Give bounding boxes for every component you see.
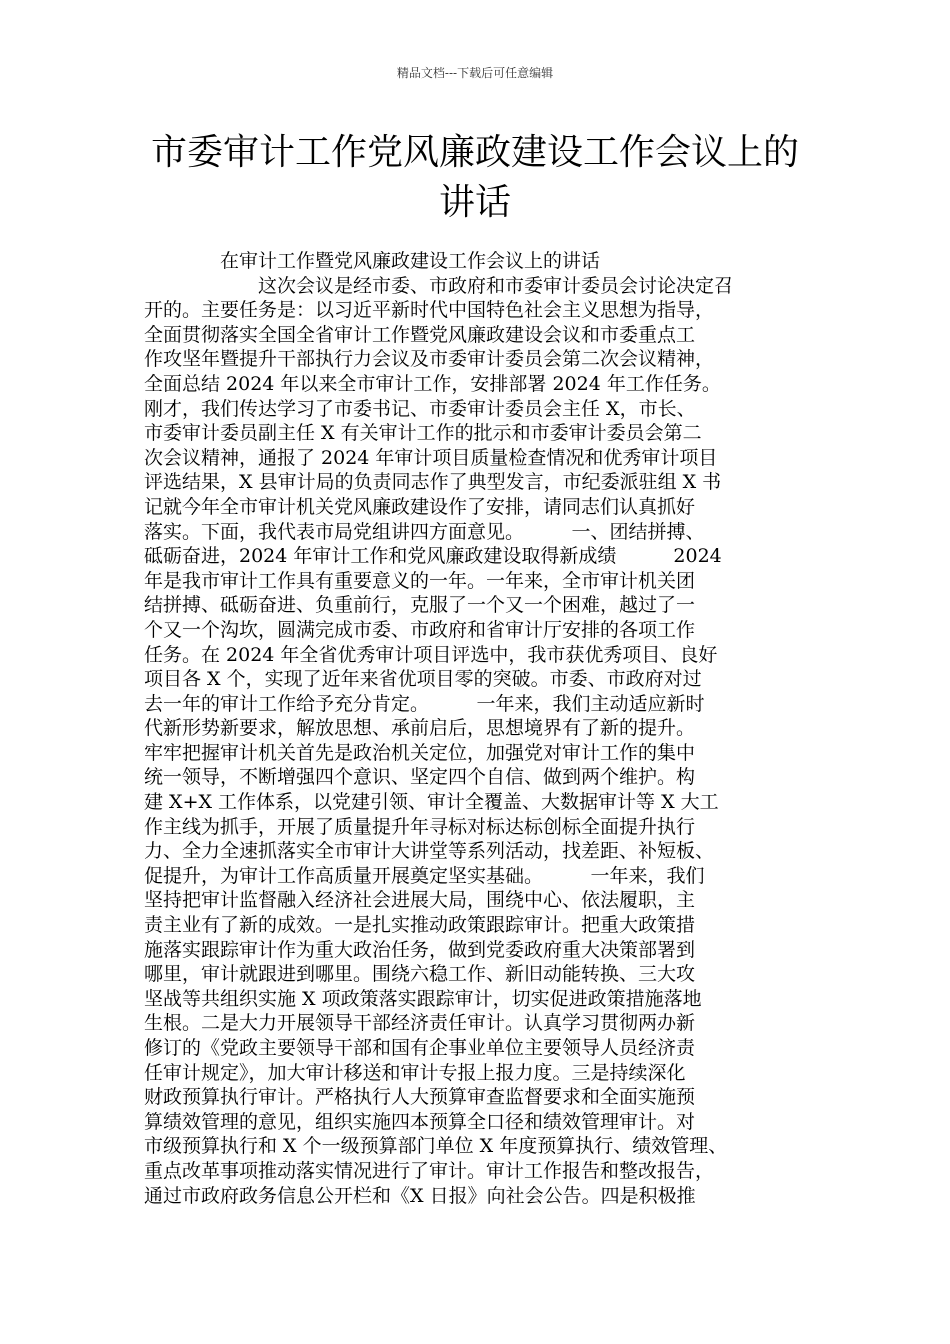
body-line: 这次会议是经市委、市政府和市委审计委员会讨论决定召	[144, 274, 734, 297]
body-line: 施落实跟踪审计作为重大政治任务，做到党委政府重大决策部署到	[144, 938, 696, 961]
body-line: 重点改革事项推动落实情况进行了审计。审计工作报告和整改报告，	[144, 1159, 715, 1182]
body-line: 记就今年全市审计机关党风廉政建设作了安排，请同志们认真抓好	[144, 495, 696, 518]
body-line: 市委审计委员副主任 X 有关审计工作的批示和市委审计委员会第二	[144, 422, 702, 445]
body-line: 项目各 X 个，实现了近年来省优项目零的突破。市委、市政府对过	[144, 668, 702, 691]
body-line: 任务。在 2024 年全省优秀审计项目评选中，我市获优秀项目、良好	[144, 643, 718, 666]
body-line: 落实。下面，我代表市局党组讲四方面意见。 一、团结拼搏、	[144, 520, 705, 543]
body-line: 财政预算执行审计。严格执行人大预算审查监督要求和全面实施预	[144, 1086, 696, 1109]
body-line: 结拼搏、砥砺奋进、负重前行，克服了一个又一个困难，越过了一	[144, 594, 696, 617]
body-line: 次会议精神，通报了 2024 年审计项目质量检查情况和优秀审计项目	[144, 446, 718, 469]
body-line: 任审计规定》，加大审计移送和审计专报上报力度。三是持续深化	[144, 1061, 686, 1084]
page-header: 精品文档---下载后可任意编辑	[396, 66, 554, 80]
title-line: 讲话	[438, 182, 511, 223]
body-line: 通过市政府政务信息公开栏和《X 日报》向社会公告。四是积极推	[144, 1184, 696, 1207]
body-line: 去一年的审计工作给予充分肯定。 一年来，我们主动适应新时	[144, 692, 705, 715]
document-title	[140, 128, 810, 228]
body-line: 建 X+X 工作体系，以党建引领、审计全覆盖、大数据审计等 X 大工	[144, 791, 719, 814]
body-line: 坚战等共组织实施 X 项政策落实跟踪审计，切实促进政策措施落地	[144, 987, 702, 1010]
title-line: 市委审计工作党风廉政建设工作会议上的	[150, 132, 799, 173]
body-line: 全面贯彻落实全国全省审计工作暨党风廉政建设会议和市委重点工	[144, 323, 696, 346]
body-line: 评选结果，X 县审计局的负责同志作了典型发言，市纪委派驻组 X 书	[144, 471, 722, 494]
body-line: 代新形势新要求，解放思想、承前启后，思想境界有了新的提升。	[144, 717, 696, 740]
body-line: 年是我市审计工作具有重要意义的一年。一年来，全市审计机关团	[144, 569, 696, 592]
body-line: 砥砺奋进，2024 年审计工作和党风廉政建设取得新成绩 2024	[144, 545, 722, 568]
body-line: 修订的《党政主要领导干部和国有企事业单位主要领导人员经济责	[144, 1037, 696, 1059]
body-line: 哪里，审计就跟进到哪里。围绕六稳工作、新旧动能转换、三大攻	[144, 963, 696, 986]
body-line: 作主线为抓手，开展了质量提升年寻标对标达标创标全面提升执行	[144, 815, 696, 838]
body-line: 刚才，我们传达学习了市委书记、市委审计委员会主任 X，市长、	[144, 397, 696, 420]
body-line: 作攻坚年暨提升干部执行力会议及市委审计委员会第二次会议精神，	[144, 348, 715, 371]
body-line: 牢牢把握审计机关首先是政治机关定位，加强党对审计工作的集中	[144, 741, 696, 764]
document-body	[144, 249, 824, 1208]
body-line: 全面总结 2024 年以来全市审计工作，安排部署 2024 年工作任务。	[144, 372, 721, 395]
body-line: 生根。二是大力开展领导干部经济责任审计。认真学习贯彻两办新	[144, 1012, 696, 1035]
body-line: 统一领导，不断增强四个意识、坚定四个自信、做到两个维护。构	[144, 766, 696, 789]
body-line: 算绩效管理的意见，组织实施四本预算全口径和绩效管理审计。对	[144, 1110, 696, 1133]
body-line: 市级预算执行和 X 个一级预算部门单位 X 年度预算执行、绩效管理、	[144, 1135, 728, 1158]
body-line: 力、全力全速抓落实全市审计大讲堂等系列活动，找差距、补短板、	[144, 840, 715, 863]
body-line: 在审计工作暨党风廉政建设工作会议上的讲话	[144, 250, 601, 272]
body-line: 开的。主要任务是：以习近平新时代中国特色社会主义思想为指导，	[144, 299, 715, 322]
body-line: 个又一个沟坎，圆满完成市委、市政府和省审计厅安排的各项工作	[144, 618, 696, 641]
body-line: 坚持把审计监督融入经济社会进展大局，围绕中心、依法履职，主	[144, 889, 696, 912]
body-line: 责主业有了新的成效。一是扎实推动政策跟踪审计。把重大政策措	[144, 914, 696, 937]
body-line: 促提升，为审计工作高质量开展奠定坚实基础。 一年来，我们	[144, 864, 705, 887]
